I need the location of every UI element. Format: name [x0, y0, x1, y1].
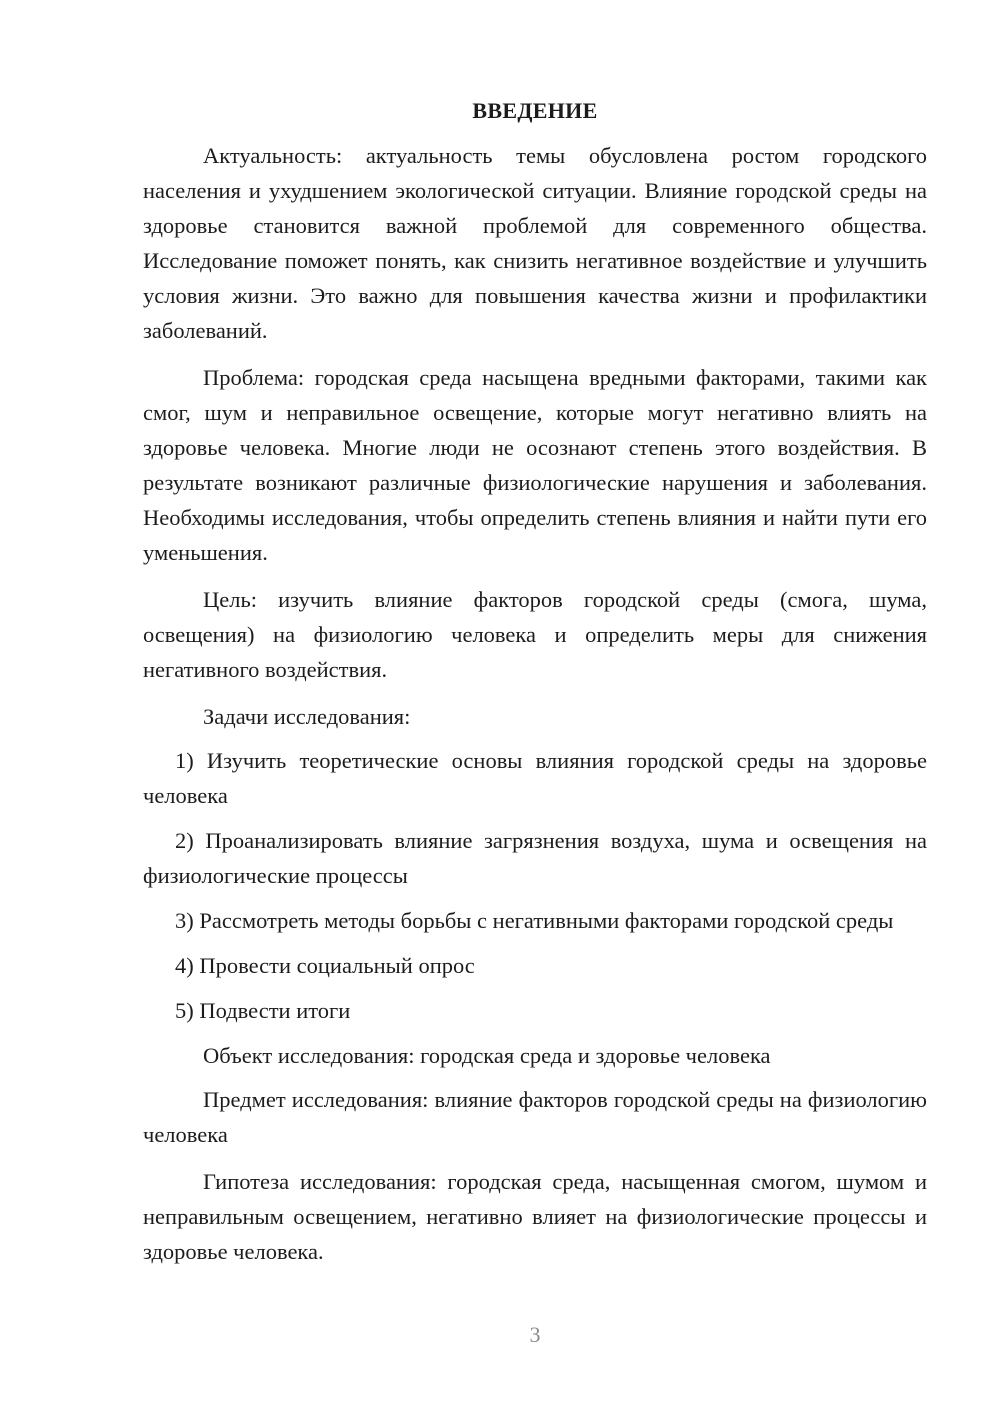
task-item-1: 1) Изучить теоретические основы влияния городской среды на здоровье человека: [143, 748, 927, 808]
task-item-4: 4) Провести социальный опрос: [175, 953, 475, 978]
tasks-heading: Задачи исследования:: [203, 704, 411, 729]
paragraph-problem: Проблема: городская среда насыщена вредными факторами, такими как смог, шум и неправильное освещение, которые могут негативно влиять на здоровье человека. Многие люди не осознают степень этого воздействия. В результате возникают различные физиологические нарушения и заболевания. Необходимы исследования, чтобы определить степень влияния и найти пути его уменьшения.: [143, 365, 927, 565]
paragraph-hypothesis: Гипотеза исследования: городская среда, насыщенная смогом, шумом и неправильным освещением, негативно влияет на физиологические процессы и здоровье человека.: [143, 1169, 927, 1264]
page-content: [143, 96, 927, 1281]
section-title: ВВЕДЕНИЕ: [472, 98, 598, 123]
task-item-3: 3) Рассмотреть методы борьбы с негативными факторами городской среды: [175, 908, 894, 933]
task-item-2: 2) Проанализировать влияние загрязнения воздуха, шума и освещения на физиологические процессы: [143, 828, 927, 888]
page-number: 3: [529, 1322, 541, 1347]
task-item-5: 5) Подвести итоги: [175, 998, 351, 1023]
paragraph-goal: Цель: изучить влияние факторов городской среды (смога, шума, освещения) на физиологию человека и определить меры для снижения негативного воздействия.: [143, 587, 927, 682]
paragraph-object: Объект исследования: городская среда и здоровье человека: [203, 1043, 771, 1068]
paragraph-subject: Предмет исследования: влияние факторов городской среды на физиологию человека: [143, 1087, 927, 1147]
paragraph-relevance: Актуальность: актуальность темы обусловлена ростом городского населения и ухудшением экологической ситуации. Влияние городской среды на здоровье становится важной проблемой для современного общества. Исследование поможет понять, как снизить негативное воздействие и улучшить условия жизни. Это важно для повышения качества жизни и профилактики заболеваний.: [143, 143, 927, 343]
